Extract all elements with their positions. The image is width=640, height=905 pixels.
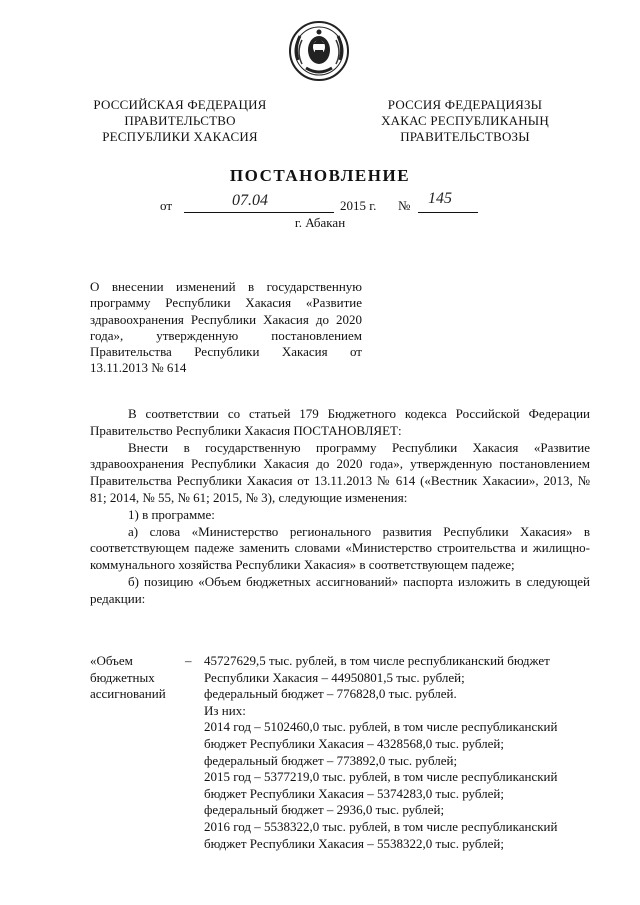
header-left-line-2: ПРАВИТЕЛЬСТВО <box>124 113 236 128</box>
allocation-line: федеральный бюджет – 776828,0 тыс. рублей. <box>204 686 457 702</box>
subject-block: О внесении изменений в государственную программу Республики Хакасия «Развитие здравоохранения Республики Хакасия до 2020 года», утвержденную постановлением Правительства Республики Хакасия от 13.11.2013 № 614 <box>90 279 362 376</box>
allocation-line: 2015 год – 5377219,0 тыс. рублей, в том числе республиканский <box>204 769 558 785</box>
paragraph-4: а) слова «Министерство регионального развития Республики Хакасия» в соответствующем падеже заменить словами «Министерство строительства и жилищно-коммунального хозяйства Республики Хакасия» в соответствующем падеже; <box>90 523 590 573</box>
year-label: 2015 г. <box>340 198 377 213</box>
allocation-label-line-1: «Объем <box>90 653 133 668</box>
header-right-line-2: ХАКАС РЕСПУБЛИКАНЫҢ <box>381 113 549 128</box>
allocation-line: 2014 год – 5102460,0 тыс. рублей, в том числе республиканский <box>204 719 558 735</box>
paragraph-3: 1) в программе: <box>128 506 215 522</box>
allocation-dash: – <box>185 653 192 668</box>
body-text <box>90 406 590 608</box>
allocation-label-line-2: бюджетных <box>90 669 155 685</box>
number-handwritten: 145 <box>428 190 452 207</box>
allocation-line: Из них: <box>204 702 246 718</box>
header-right-line-3: ПРАВИТЕЛЬСТВОЗЫ <box>400 129 530 144</box>
allocation-line: Республики Хакасия – 44950801,5 тыс. рублей; <box>204 669 465 685</box>
number-sign: № <box>398 198 411 213</box>
allocation-text <box>204 653 596 852</box>
coat-of-arms-icon <box>288 20 350 82</box>
paragraph-5: б) позицию «Объем бюджетных ассигнований» паспорта изложить в следующей редакции: <box>90 573 590 606</box>
header-left <box>80 97 280 145</box>
paragraph-2: Внести в государственную программу Республики Хакасия «Развитие здравоохранения Республики Хакасия до 2020 года», утвержденную постановлением Правительства Республики Хакасия от 13.11.2013 № 614 («Вестник Хакасии», 2013, № 81; 2014, № 55, № 61; 2015, № 3), следующие изменения: <box>90 439 590 505</box>
allocation-label-line-3: ассигнований <box>90 686 166 702</box>
allocation-label <box>90 653 190 703</box>
city-label: г. Абакан <box>294 215 346 230</box>
allocation-line: бюджет Республики Хакасия – 4328568,0 тыс. рублей; <box>204 735 504 751</box>
allocation-line: федеральный бюджет – 2936,0 тыс. рублей; <box>204 802 445 818</box>
date-handwritten: 07.04 <box>232 192 268 209</box>
allocation-line: бюджет Республики Хакасия – 5374283,0 тыс. рублей; <box>204 785 504 801</box>
date-number-line <box>160 190 490 216</box>
allocation-line: 2016 год – 5538322,0 тыс. рублей, в том числе республиканский <box>204 818 558 834</box>
allocation-line: бюджет Республики Хакасия – 5538322,0 тыс. рублей; <box>204 835 504 851</box>
header-right <box>360 97 570 145</box>
paragraph-1: В соответствии со статьей 179 Бюджетного кодекса Российской Федерации Правительство Республики Хакасия ПОСТАНОВЛЯЕТ: <box>90 406 590 438</box>
header-right-line-1: РОССИЯ ФЕДЕРАЦИЯЗЫ <box>387 97 543 112</box>
allocation-line: 45727629,5 тыс. рублей, в том числе республиканский бюджет <box>204 653 550 668</box>
date-prefix: от <box>160 198 173 213</box>
document-title: ПОСТАНОВЛЕНИЕ <box>229 166 411 185</box>
header-left-line-1: РОССИЙСКАЯ ФЕДЕРАЦИЯ <box>93 97 267 112</box>
header-left-line-3: РЕСПУБЛИКИ ХАКАСИЯ <box>102 129 258 144</box>
allocation-line: федеральный бюджет – 773892,0 тыс. рублей; <box>204 752 458 768</box>
